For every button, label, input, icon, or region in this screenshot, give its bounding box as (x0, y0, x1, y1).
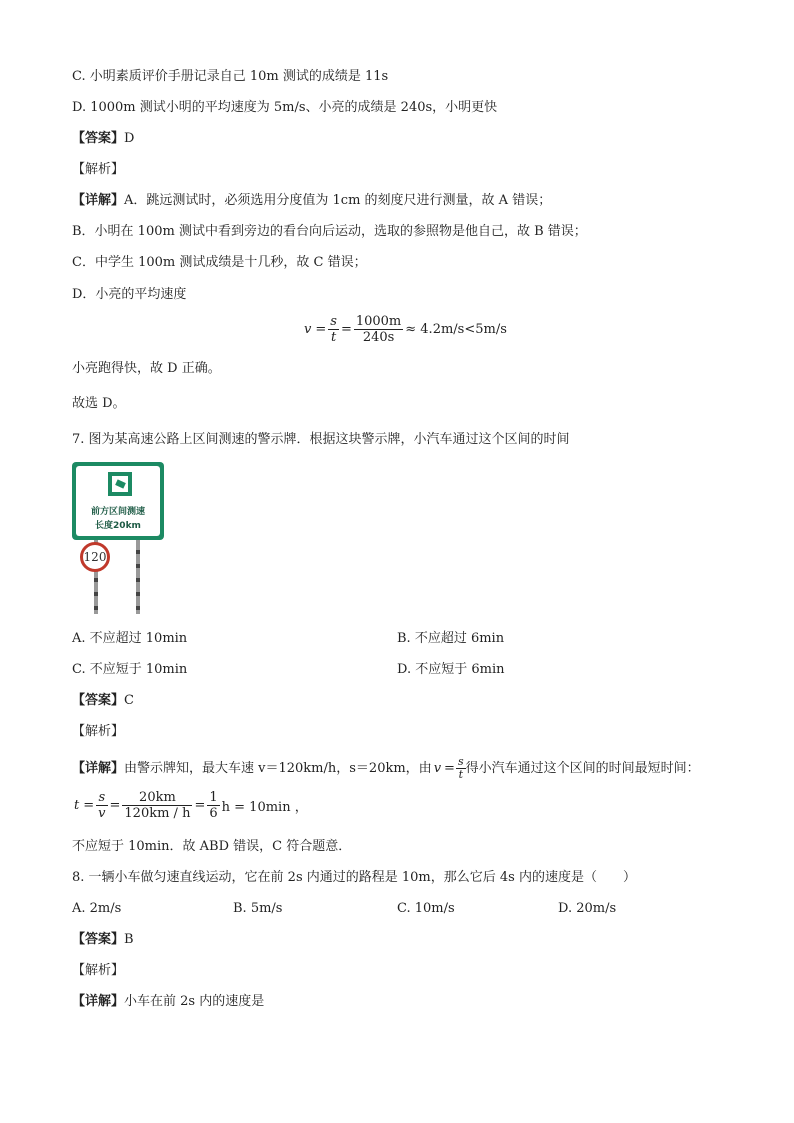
formula-tail: ≈ 4.2m/s<5m/s (405, 322, 507, 337)
q8-option-c: C. 10m/s (397, 901, 455, 916)
q7-detail: 【详解】 由警示牌知，最大车速 v＝120km/h，s＝20km，由 v = $\frac{s}{t}$ 得小汽车通过这个区间的时间最短时间： (72, 755, 700, 781)
q7-stem: 7. 图为某高速公路上区间测速的警示牌．根据这块警示牌，小汽车通过这个区间的时间 (72, 432, 570, 447)
q8-option-d: D. 20m/s (558, 901, 617, 916)
q6-analysis-tag: 【解析】 (72, 162, 125, 177)
q7-option-b: B. 不应超过 6min (397, 631, 505, 646)
q8-option-a: A. 2m/s (72, 901, 122, 916)
q6-detail-d: D．小亮的平均速度 (72, 287, 187, 302)
sign-pole-right (136, 540, 140, 614)
sign-text-line2: 长度20km (95, 521, 141, 531)
sign-board (72, 462, 164, 540)
inline-frac-s-t: $\frac{s}{t}$ (457, 755, 464, 781)
q6-conclusion: 小亮跑得快，故 D 正确。 (72, 361, 221, 376)
q6-answer (72, 130, 134, 148)
q6-speed-formula (302, 314, 509, 345)
formula-eq-2: = (340, 322, 352, 337)
q7-option-a: A. 不应超过 10min (72, 631, 188, 646)
q8-stem: 8. 一辆小车做匀速直线运动，它在前 2s 内通过的路程是 10m，那么它后 4s 内的速度是（ ） (72, 870, 636, 885)
answer-tag: 【答案】 (72, 131, 125, 146)
detail-text: A．跳远测试时，必须选用分度值为 1cm 的刻度尺进行测量，故 A 错误； (124, 193, 552, 208)
formula-frac-s-t: $\frac{s}{t}$ (330, 314, 337, 345)
formula-lhs: v (304, 322, 312, 337)
sign-text-line1: 前方区间测速 (90, 507, 145, 517)
q8-answer: 【答案】B (72, 932, 134, 947)
q7-calc-formula: t = $\frac{s}{v}$ = $\frac{20km}{120km / h}$ = $\frac{1}{6}$ h = 10min ， (74, 790, 308, 821)
formula-eq: = (315, 322, 327, 337)
q8-detail: 【详解】小车在前 2s 内的速度是 (72, 994, 265, 1009)
q8-analysis-tag: 【解析】 (72, 963, 125, 978)
q7-answer: 【答案】C (72, 693, 134, 708)
q6-choose: 故选 D。 (72, 396, 126, 411)
q7-analysis-tag: 【解析】 (72, 724, 125, 739)
q6-option-c: C. 小明素质评价手册记录自己 10m 测试的成绩是 11s (72, 69, 389, 84)
q6-detail-a (72, 192, 551, 210)
q7-conclusion: 不应短于 10min．故 ABD 错误，C 符合题意． (72, 839, 352, 854)
q6-detail-c: C．中学生 100m 测试成绩是十几秒，故 C 错误； (72, 255, 367, 270)
speed-zone-sign (72, 462, 164, 614)
formula-frac-values: $\frac{1000m}{240s}$ (355, 314, 402, 345)
q7-option-c: C. 不应短于 10min (72, 662, 188, 677)
q6-option-d: D. 1000m 测试小明的平均速度为 5m/s、小亮的成绩是 240s，小明更快 (72, 100, 498, 115)
q6-detail-b: B．小明在 100m 测试中看到旁边的看台向后运动，选取的参照物是他自己，故 B 错误； (72, 224, 587, 239)
speed-limit-icon: 120 (80, 542, 110, 572)
camera-icon (108, 472, 132, 496)
detail-tag: 【详解】 (72, 193, 125, 208)
q8-option-b: B. 5m/s (233, 901, 283, 916)
q7-option-d: D. 不应短于 6min (397, 662, 505, 677)
answer-value: D (124, 131, 135, 146)
